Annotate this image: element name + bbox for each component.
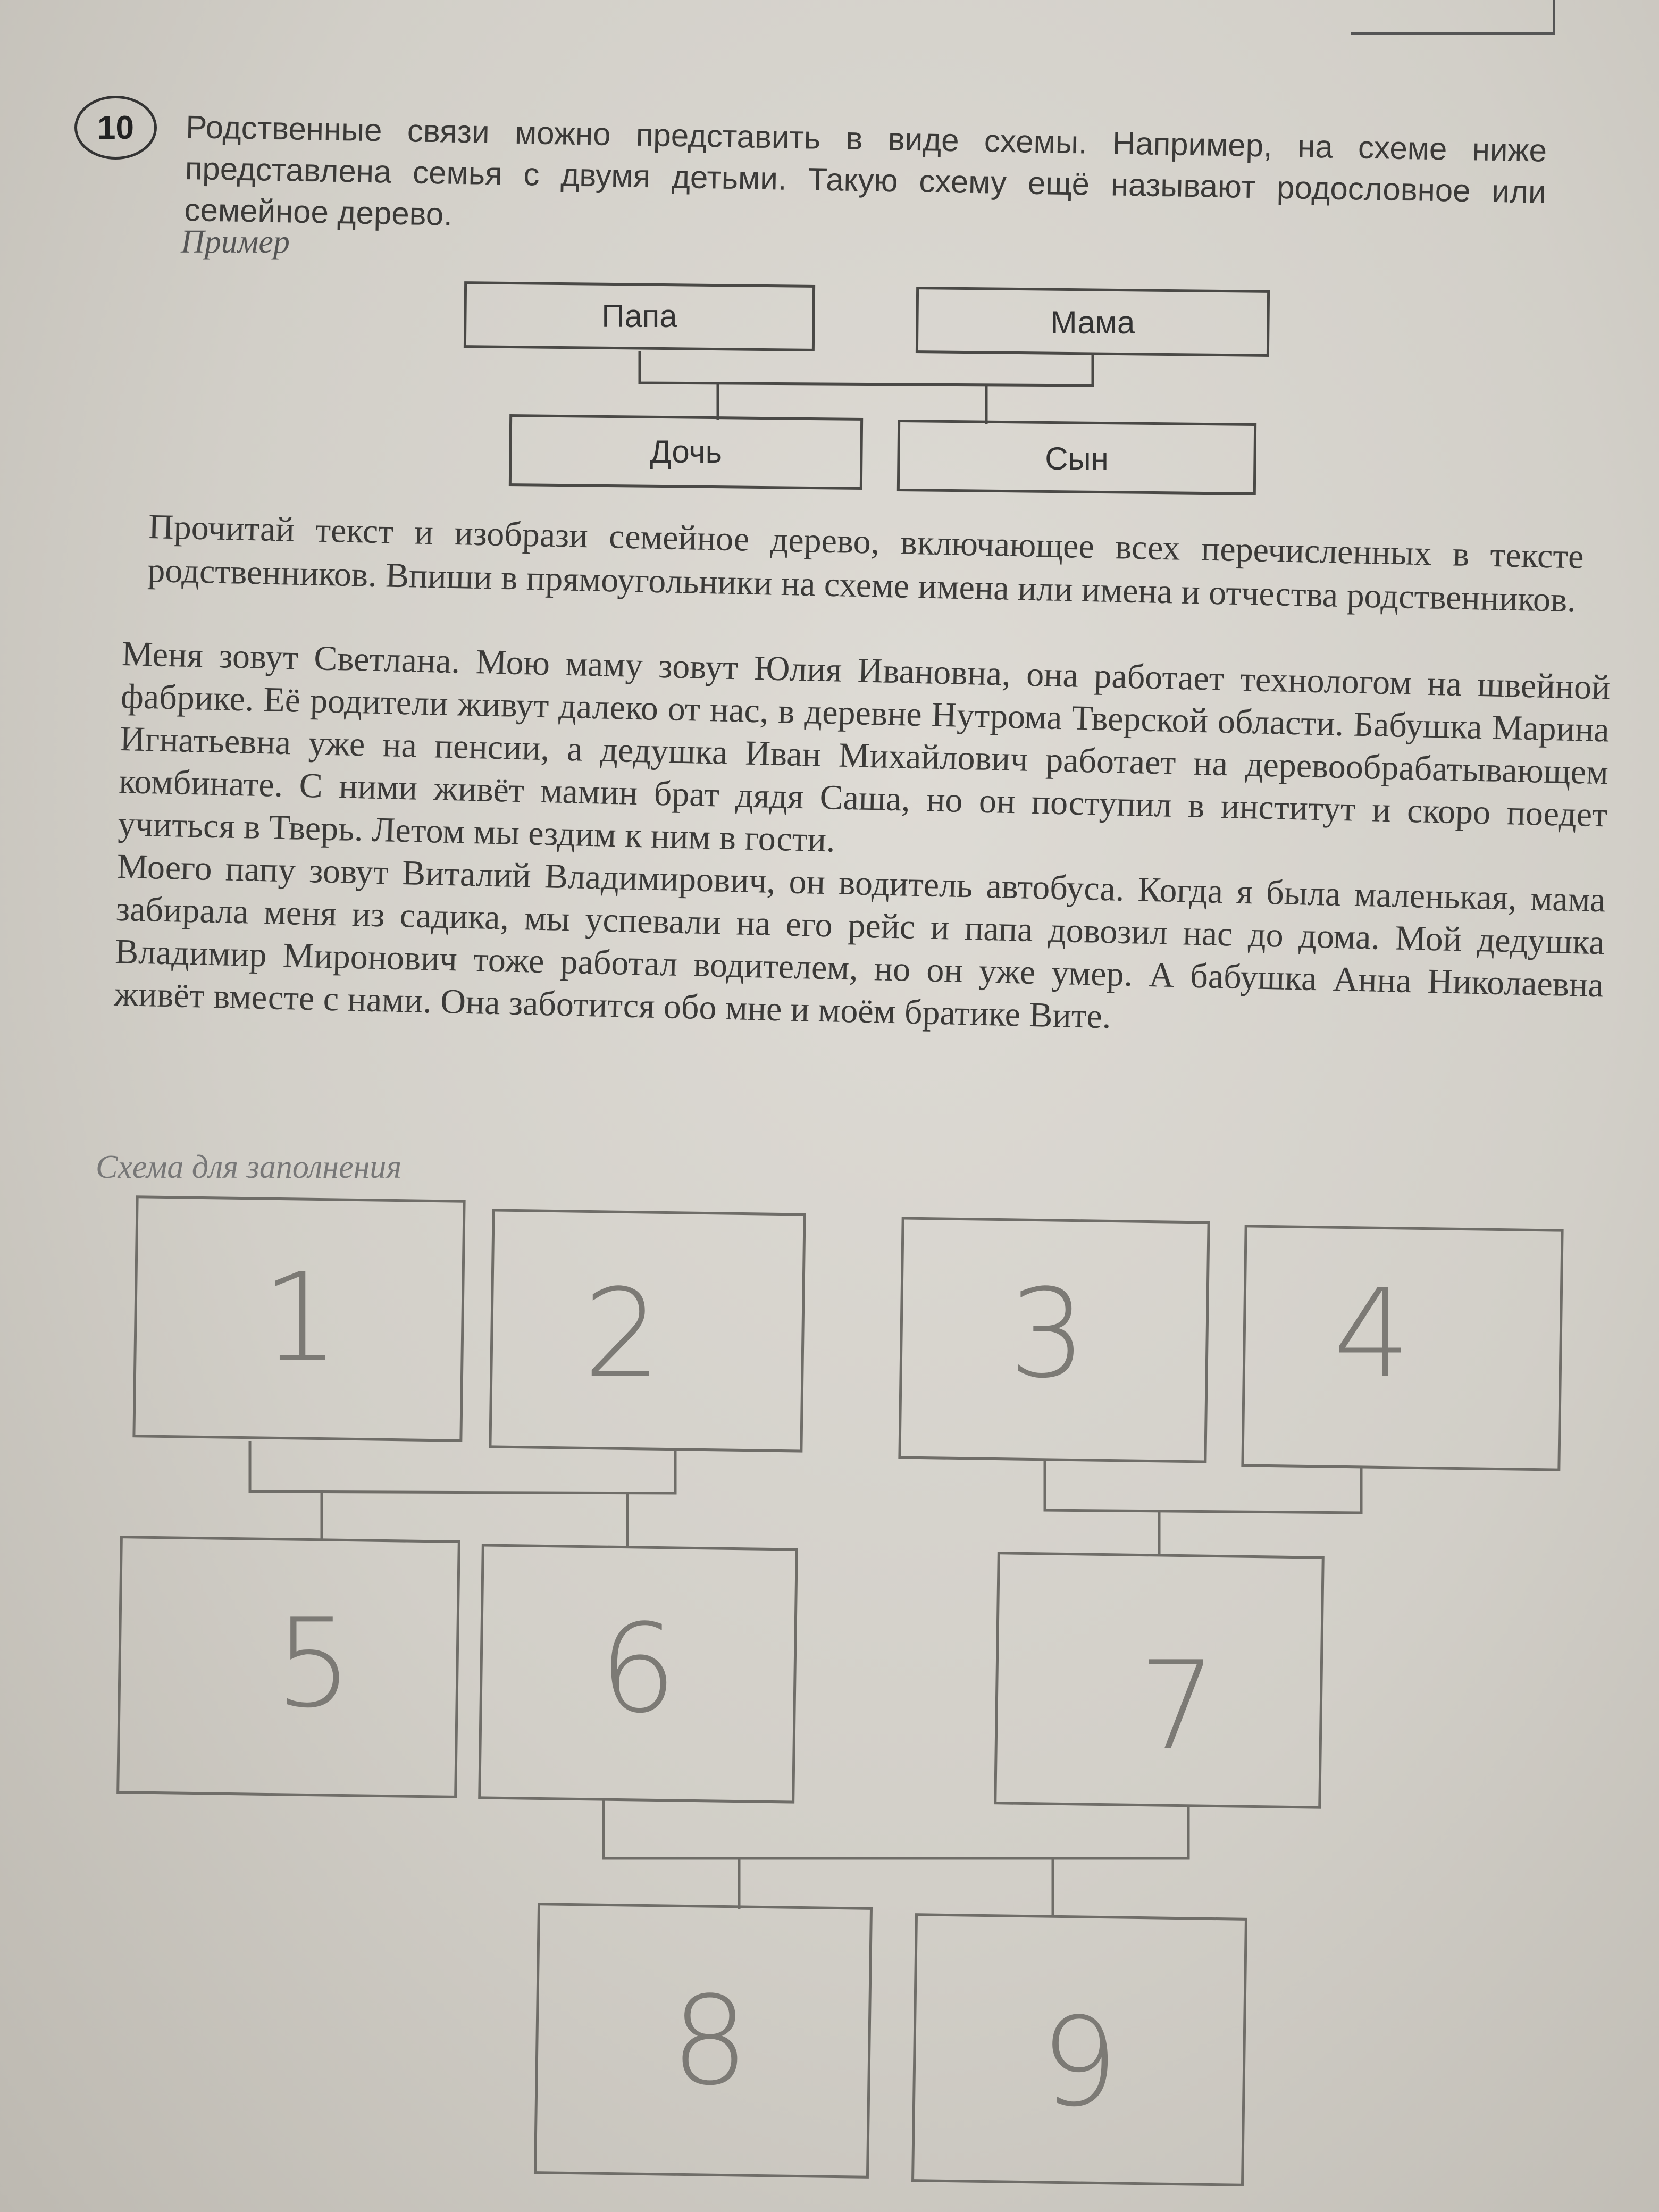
scheme-box-7-number: 7 <box>1138 1636 1217 1778</box>
example-parents-bracket <box>640 351 1093 386</box>
story-paragraph-mother-side: Меня зовут Светлана. Мою маму зовут Юлия Ивановна, она работает технологом на швейной фабрике. Её родители живут далеко от нас, в деревне Нутрома Тверской области. Бабушка Марина Игнатьевна уже на пенсии, а дедушка Иван Михайлович работает на деревообрабатывающем комбинате. С ними живёт мамин брат дядя Саша, но он поступил в институт и скоро поедет учиться в Тверь. Летом мы ездим к ним в гости. <box>118 634 1611 860</box>
scheme-box-4-number: 4 <box>1333 1263 1411 1405</box>
example-label-papa: Папа <box>601 298 677 334</box>
scheme-box-6-number: 6 <box>599 1598 677 1740</box>
example-label: Пример <box>181 224 290 260</box>
task-intro-text: Родственные связи можно представить в виде схемы. Например, на схеме ниже представлена семья с двумя детьми. Такую схему ещё называют родословное или семейное дерево. <box>184 108 1547 232</box>
example-label-son: Сын <box>1045 441 1109 476</box>
task-number-badge: 10 <box>74 96 157 160</box>
scheme-bracket-6-7 <box>604 1800 1188 1858</box>
scheme-box-3-number: 3 <box>1008 1263 1087 1405</box>
scheme-box-8-number: 8 <box>671 1971 749 2113</box>
example-label-mama: Мама <box>1050 305 1135 340</box>
scheme-box-2-number: 2 <box>583 1263 661 1405</box>
scheme-box-5-number: 5 <box>274 1593 353 1735</box>
task-instruction-text: Прочитай текст и изобрази семейное дерево, включающее всех перечисленных в тексте родственников. Впиши в прямоугольники на схеме имена или имена и отчества родственников. <box>147 507 1585 620</box>
story-paragraph-father-side: Моего папу зовут Виталий Владимирович, он водитель автобуса. Когда я была маленькая, мама забирала меня из садика, мы успевали на его рейс и папа довозил нас до дома. Мой дедушка Владимир Миронович тоже работал водителем, но он уже умер. А бабушка Анна Николаевна живёт вместе с нами. Она заботится обо мне и моём братике Вите. <box>113 847 1606 1036</box>
scheme-label: Схема для заполнения <box>96 1149 402 1185</box>
example-label-daughter: Дочь <box>650 434 722 470</box>
scheme-box-9-number: 9 <box>1040 1992 1119 2134</box>
scheme-box-1-number: 1 <box>261 1247 340 1389</box>
